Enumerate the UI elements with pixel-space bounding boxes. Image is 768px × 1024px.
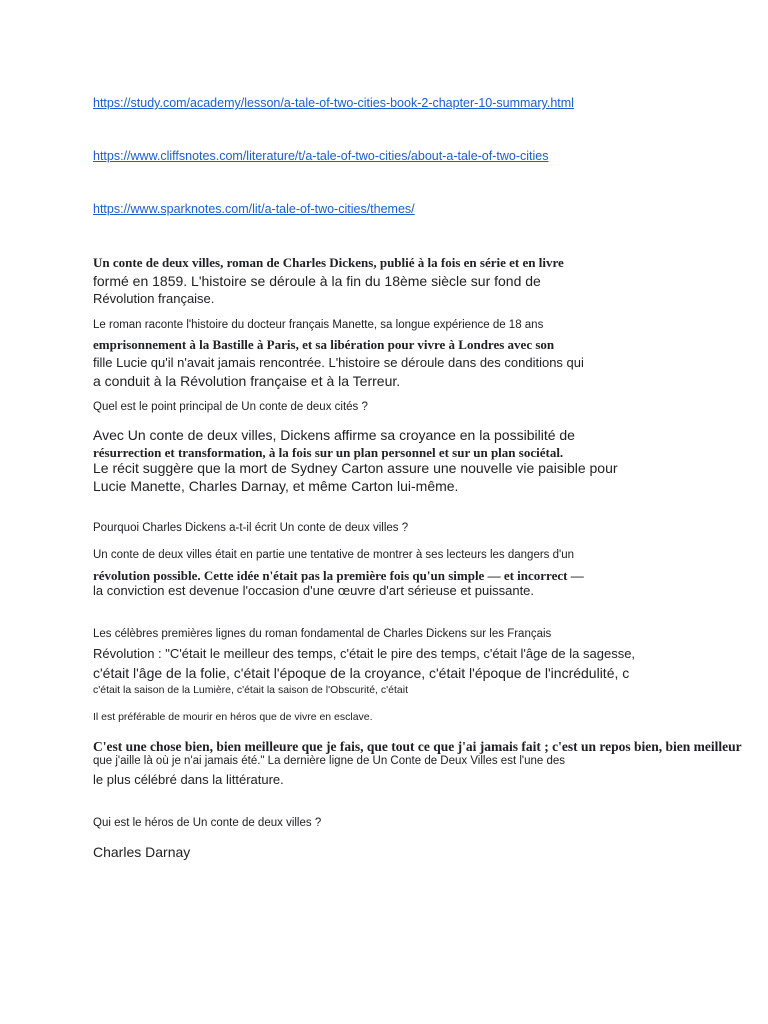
text-line: Un conte de deux villes, roman de Charles Dickens, publié à la fois en série et en livre <box>93 255 564 270</box>
text-line: Les célèbres premières lignes du roman fondamental de Charles Dickens sur les Français <box>93 628 552 640</box>
text-line: c'était la saison de la Lumière, c'était la saison de l'Obscurité, c'était <box>93 684 409 696</box>
text-line: la conviction est devenue l'occasion d'une œuvre d'art sérieuse et puissante. <box>93 583 535 598</box>
link-sparknotes[interactable]: https://www.sparknotes.com/lit/a-tale-of-two-cities/themes/ <box>93 202 415 216</box>
question-why-written: Pourquoi Charles Dickens a-t-il écrit Un conte de deux villes ? <box>93 522 409 534</box>
link-cliffsnotes[interactable]: https://www.cliffsnotes.com/literature/t/a-tale-of-two-cities/about-a-tale-of-two-cities <box>93 149 549 163</box>
text-line: que j'aille là où je n'ai jamais été." La dernière ligne de Un Conte de Deux Villes est l'une des <box>93 755 566 767</box>
text-line: fille Lucie qu'il n'avait jamais rencontrée. L'histoire se déroule dans des conditions qui <box>93 355 584 370</box>
quote-hero: Il est préférable de mourir en héros que de vivre en esclave. <box>93 711 373 723</box>
text-line: Un conte de deux villes était en partie une tentative de montrer à ses lecteurs les dangers d'un <box>93 549 575 561</box>
text-line: C'est une chose bien, bien meilleure que je fais, que tout ce que j'ai jamais fait ; c'est un repos bien, bien meilleur <box>93 739 742 754</box>
text-line: Révolution : "C'était le meilleur des temps, c'était le pire des temps, c'était l'âge de la sagesse, <box>93 646 636 661</box>
question-main-point: Quel est le point principal de Un conte de deux cités ? <box>93 401 368 413</box>
text-line: Le roman raconte l'histoire du docteur français Manette, sa longue expérience de 18 ans <box>93 319 544 331</box>
question-hero: Qui est le héros de Un conte de deux villes ? <box>93 817 322 829</box>
text-line: le plus célébré dans la littérature. <box>93 772 284 787</box>
text-line: Révolution française. <box>93 291 215 306</box>
text-line: révolution possible. Cette idée n'était pas la première fois qu'un simple — et incorrect — <box>93 568 584 583</box>
answer-hero: Charles Darnay <box>93 844 191 860</box>
text-line: emprisonnement à la Bastille à Paris, et sa libération pour vivre à Londres avec son <box>93 337 555 352</box>
link-study-com[interactable]: https://study.com/academy/lesson/a-tale-of-two-cities-book-2-chapter-10-summary.html <box>93 96 574 110</box>
text-line: Lucie Manette, Charles Darnay, et même Carton lui-même. <box>93 478 459 494</box>
text-line: formé en 1859. L'histoire se déroule à la fin du 18ème siècle sur fond de <box>93 273 541 289</box>
text-line: résurrection et transformation, à la fois sur un plan personnel et sur un plan sociétal. <box>93 445 564 460</box>
text-line: Avec Un conte de deux villes, Dickens affirme sa croyance en la possibilité de <box>93 427 575 443</box>
text-line: c'était l'âge de la folie, c'était l'époque de la croyance, c'était l'époque de l'incrédulité, c <box>93 665 630 681</box>
text-line: a conduit à la Révolution française et à la Terreur. <box>93 373 401 389</box>
text-line: Le récit suggère que la mort de Sydney Carton assure une nouvelle vie paisible pour <box>93 460 618 476</box>
